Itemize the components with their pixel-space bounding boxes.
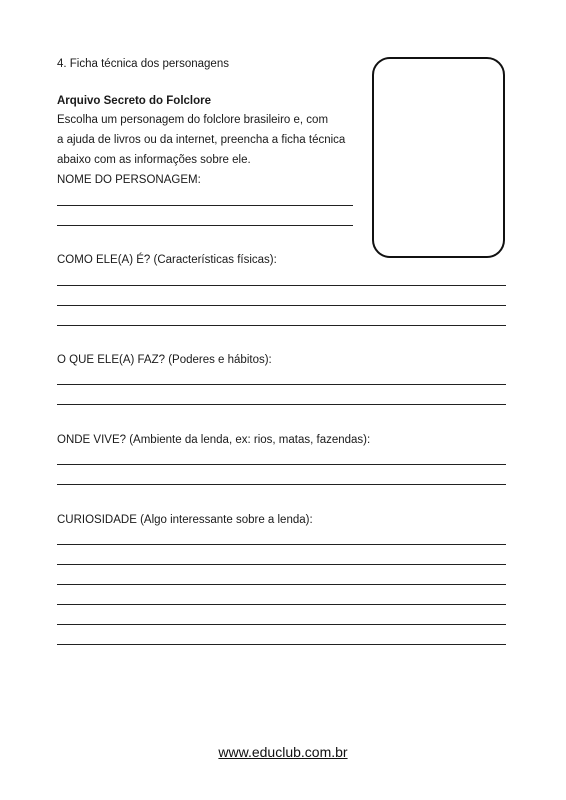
curiosity-field-label: CURIOSIDADE (Algo interessante sobre a lenda): bbox=[57, 514, 313, 526]
curiosity-answer-line[interactable] bbox=[57, 644, 506, 645]
appearance-answer-line[interactable] bbox=[57, 325, 506, 326]
habitat-answer-line[interactable] bbox=[57, 464, 506, 465]
appearance-answer-line[interactable] bbox=[57, 305, 506, 306]
section-title: 4. Ficha técnica dos personagens bbox=[57, 58, 229, 70]
photo-frame bbox=[372, 57, 505, 258]
curiosity-answer-line[interactable] bbox=[57, 544, 506, 545]
curiosity-answer-line[interactable] bbox=[57, 584, 506, 585]
appearance-answer-line[interactable] bbox=[57, 285, 506, 286]
appearance-field-label: COMO ELE(A) É? (Características físicas): bbox=[57, 254, 277, 266]
curiosity-answer-line[interactable] bbox=[57, 624, 506, 625]
name-answer-line[interactable] bbox=[57, 225, 353, 226]
actions-field-label: O QUE ELE(A) FAZ? (Poderes e hábitos): bbox=[57, 354, 272, 366]
actions-answer-line[interactable] bbox=[57, 384, 506, 385]
actions-answer-line[interactable] bbox=[57, 404, 506, 405]
name-answer-line[interactable] bbox=[57, 205, 353, 206]
worksheet-heading: Arquivo Secreto do Folclore bbox=[57, 95, 211, 107]
website-link[interactable]: www.educlub.com.br bbox=[218, 744, 348, 760]
instructions-line-1: Escolha um personagem do folclore brasileiro e, com bbox=[57, 114, 329, 126]
instructions-line-2: a ajuda de livros ou da internet, preencha a ficha técnica bbox=[57, 134, 346, 146]
instructions-line-3: abaixo com as informações sobre ele. bbox=[57, 154, 251, 166]
name-field-label: NOME DO PERSONAGEM: bbox=[57, 174, 201, 186]
curiosity-answer-line[interactable] bbox=[57, 604, 506, 605]
curiosity-answer-line[interactable] bbox=[57, 564, 506, 565]
habitat-answer-line[interactable] bbox=[57, 484, 506, 485]
habitat-field-label: ONDE VIVE? (Ambiente da lenda, ex: rios, matas, fazendas): bbox=[57, 434, 371, 446]
